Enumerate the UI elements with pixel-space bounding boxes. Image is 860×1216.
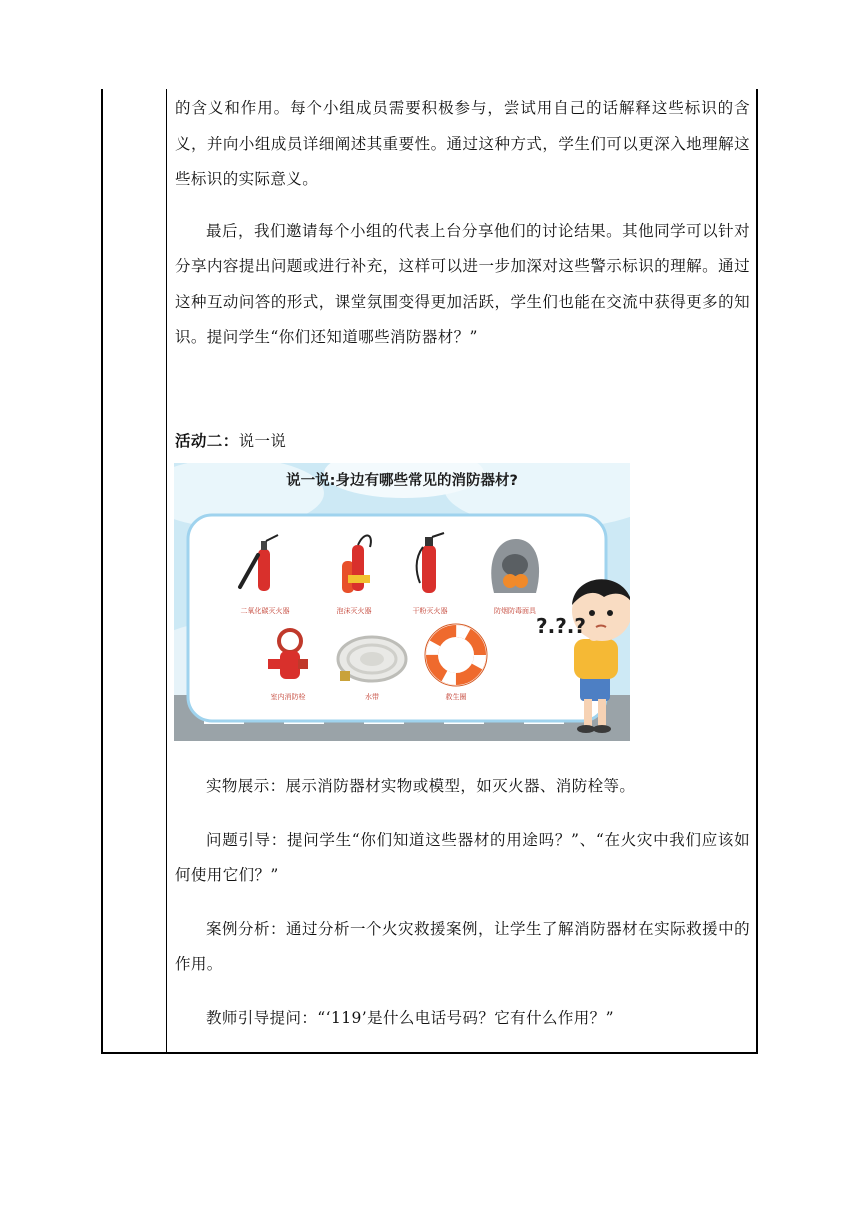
paragraph-group-meaning: 的含义和作用。每个小组成员需要积极参与，尝试用自己的话解释这些标识的含义，并向小组成员详细阐述其重要性。通过这种方式，学生们可以更深入地理解这些标识的实际意义。 bbox=[175, 99, 750, 188]
table-right-border bbox=[756, 89, 758, 1054]
activity-label: 活动二： bbox=[175, 432, 239, 450]
label-indoor-hydrant: 室内消防栓 bbox=[270, 693, 306, 701]
paragraph-teacher-question: 教师引导提问：“‘119’是什么电话号码？它有什么作用？” bbox=[206, 1008, 614, 1027]
table-left-border bbox=[101, 89, 103, 1054]
paragraph-question-guide: 问题引导：提问学生“你们知道这些器材的用途吗？”、“在火灾中我们应该如何使用它们？” bbox=[175, 830, 750, 884]
question-marks: ?.?.? bbox=[536, 614, 586, 638]
label-fire-hose: 水带 bbox=[365, 693, 379, 701]
label-life-buoy: 救生圈 bbox=[445, 693, 467, 701]
figure-illustration bbox=[174, 463, 630, 741]
paragraph-display: 实物展示：展示消防器材实物或模型，如灭火器、消防栓等。 bbox=[206, 777, 636, 795]
table-column-divider bbox=[166, 89, 167, 1054]
figure-title: 说一说:身边有哪些常见的消防器材? bbox=[286, 473, 518, 489]
label-foam-extinguisher: 泡沫灭火器 bbox=[336, 607, 372, 615]
fire-hose-icon bbox=[338, 637, 406, 681]
paragraph-case-analysis: 案例分析：通过分析一个火灾救援案例，让学生了解消防器材在实际救援中的作用。 bbox=[175, 919, 750, 973]
fire-equipment-figure bbox=[174, 463, 630, 741]
content-cell-lower bbox=[175, 769, 750, 1036]
label-dry-powder-extinguisher: 干粉灭火器 bbox=[412, 607, 448, 615]
label-smoke-mask: 防烟防毒面具 bbox=[494, 607, 536, 615]
label-co2-extinguisher: 二氧化碳灭火器 bbox=[240, 607, 290, 615]
content-cell bbox=[175, 89, 750, 450]
table-bottom-border bbox=[101, 1052, 758, 1054]
paragraph-group-sharing: 最后，我们邀请每个小组的代表上台分享他们的讨论结果。其他同学可以针对分享内容提出问题或进行补充，这样可以进一步加深对这些警示标识的理解。通过这种互动问答的形式，课堂氛围变得更加活跃，学生们也能在交流中获得更多的知识。提问学生“你们还知道哪些消防器材？” bbox=[175, 221, 750, 346]
activity-title: 说一说 bbox=[238, 432, 287, 450]
activity-heading bbox=[175, 424, 286, 460]
